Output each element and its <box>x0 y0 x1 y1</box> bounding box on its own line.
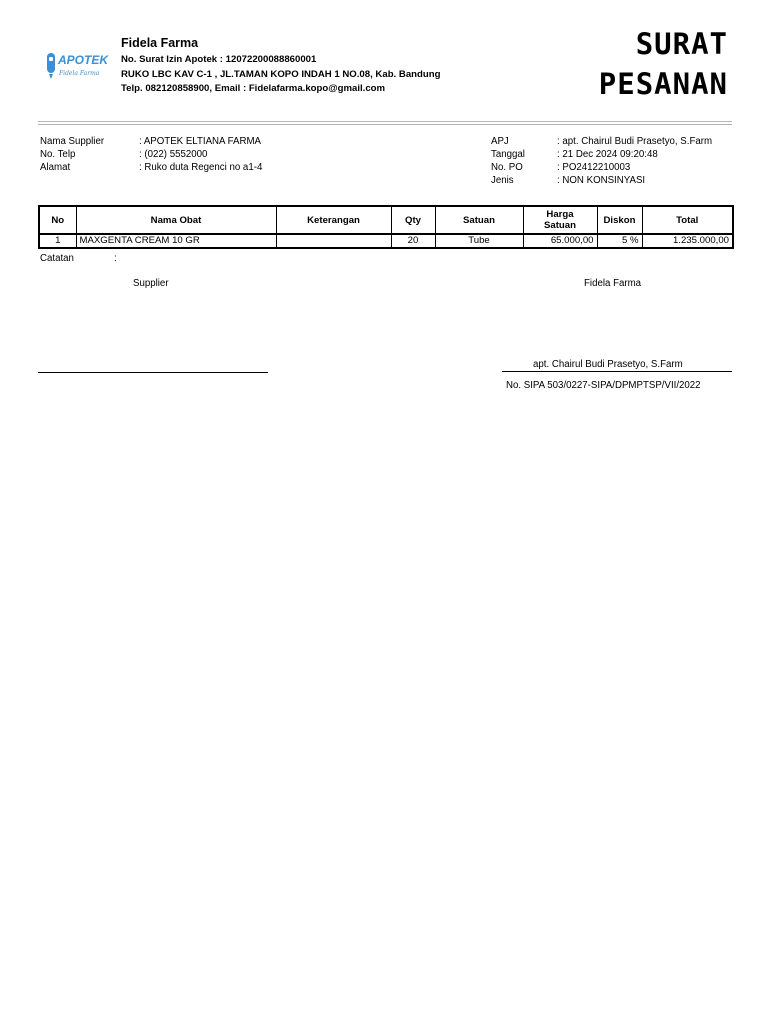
notes <box>40 253 117 264</box>
document-title-line1: SURAT <box>635 27 728 61</box>
col-header-nama-obat: Nama Obat <box>76 206 276 234</box>
type-label: Jenis <box>491 175 514 186</box>
supplier-telp-row <box>40 148 262 161</box>
apj-label: APJ <box>491 136 509 147</box>
notes-value: : <box>114 253 117 264</box>
apj-value: : apt. Chairul Budi Prasetyo, S.Farm <box>557 136 713 147</box>
pharmacist-signature-line <box>502 371 732 372</box>
col-header-qty: Qty <box>391 206 435 234</box>
document-title <box>599 24 728 104</box>
date-label: Tanggal <box>491 149 525 160</box>
col-header-keterangan: Keterangan <box>276 206 391 234</box>
table-row <box>39 234 733 248</box>
company-name: Fidela Farma <box>121 36 199 50</box>
supplier-signature-title: Supplier <box>133 278 169 289</box>
type-row <box>491 174 712 187</box>
supplier-name-value: : APOTEK ELTIANA FARMA <box>139 136 262 147</box>
supplier-telp-value: : (022) 5552000 <box>139 149 208 160</box>
company-contact: Telp. 082120858900, Email : Fidelafarma.kopo@gmail.com <box>121 83 386 94</box>
supplier-info <box>40 135 262 174</box>
header-divider-top <box>38 121 732 122</box>
pharmacy-logo <box>45 50 115 82</box>
col-header-harga-satuan-line2: Satuan <box>544 220 576 231</box>
document-title-line2: PESANAN <box>598 67 728 101</box>
logo-text: APOTEK <box>58 53 109 67</box>
pharmacy-signature-title: Fidela Farma <box>584 278 642 289</box>
col-header-total: Total <box>642 206 733 234</box>
supplier-address-row <box>40 161 262 174</box>
cell-diskon: 5 % <box>597 234 642 248</box>
notes-label: Catatan <box>40 253 74 264</box>
col-header-no: No <box>39 206 76 234</box>
items-table <box>38 205 734 249</box>
cell-total: 1.235.000,00 <box>642 234 733 248</box>
date-row <box>491 148 712 161</box>
cell-nama-obat: MAXGENTA CREAM 10 GR <box>76 234 276 248</box>
col-header-harga-satuan-line1: Harga <box>546 209 574 220</box>
col-header-diskon: Diskon <box>597 206 642 234</box>
table-header-row <box>39 206 733 234</box>
type-value: : NON KONSINYASI <box>557 175 646 186</box>
po-label: No. PO <box>491 162 523 173</box>
supplier-name-row <box>40 135 262 148</box>
cell-no: 1 <box>39 234 76 248</box>
supplier-telp-label: No. Telp <box>40 149 76 160</box>
po-row <box>491 161 712 174</box>
supplier-name-label: Nama Supplier <box>40 136 105 147</box>
order-info <box>491 135 712 187</box>
header-divider-bottom <box>38 124 732 125</box>
sipa-number: No. SIPA 503/0227-SIPA/DPMPTSP/VII/2022 <box>506 380 701 391</box>
cell-keterangan <box>276 234 391 248</box>
pharmacy-logo-icon <box>45 50 115 82</box>
logo-subtext: Fidela Farma <box>59 70 100 77</box>
po-value: : PO2412210003 <box>557 162 631 173</box>
supplier-signature-line <box>38 372 268 373</box>
company-address: RUKO LBC KAV C-1 , JL.TAMAN KOPO INDAH 1 NO.08, Kab. Bandung <box>121 69 441 80</box>
cell-qty: 20 <box>391 234 435 248</box>
license-number: No. Surat Izin Apotek : 12072200088860001 <box>121 54 317 65</box>
apj-row <box>491 135 712 148</box>
pharmacist-name: apt. Chairul Budi Prasetyo, S.Farm <box>533 359 683 370</box>
supplier-address-value: : Ruko duta Regenci no a1-4 <box>139 162 263 173</box>
date-value: : 21 Dec 2024 09:20:48 <box>557 149 658 160</box>
cell-satuan: Tube <box>435 234 523 248</box>
col-header-harga-satuan <box>523 206 597 234</box>
cell-harga-satuan: 65.000,00 <box>523 234 597 248</box>
supplier-address-label: Alamat <box>40 162 71 173</box>
col-header-satuan: Satuan <box>435 206 523 234</box>
